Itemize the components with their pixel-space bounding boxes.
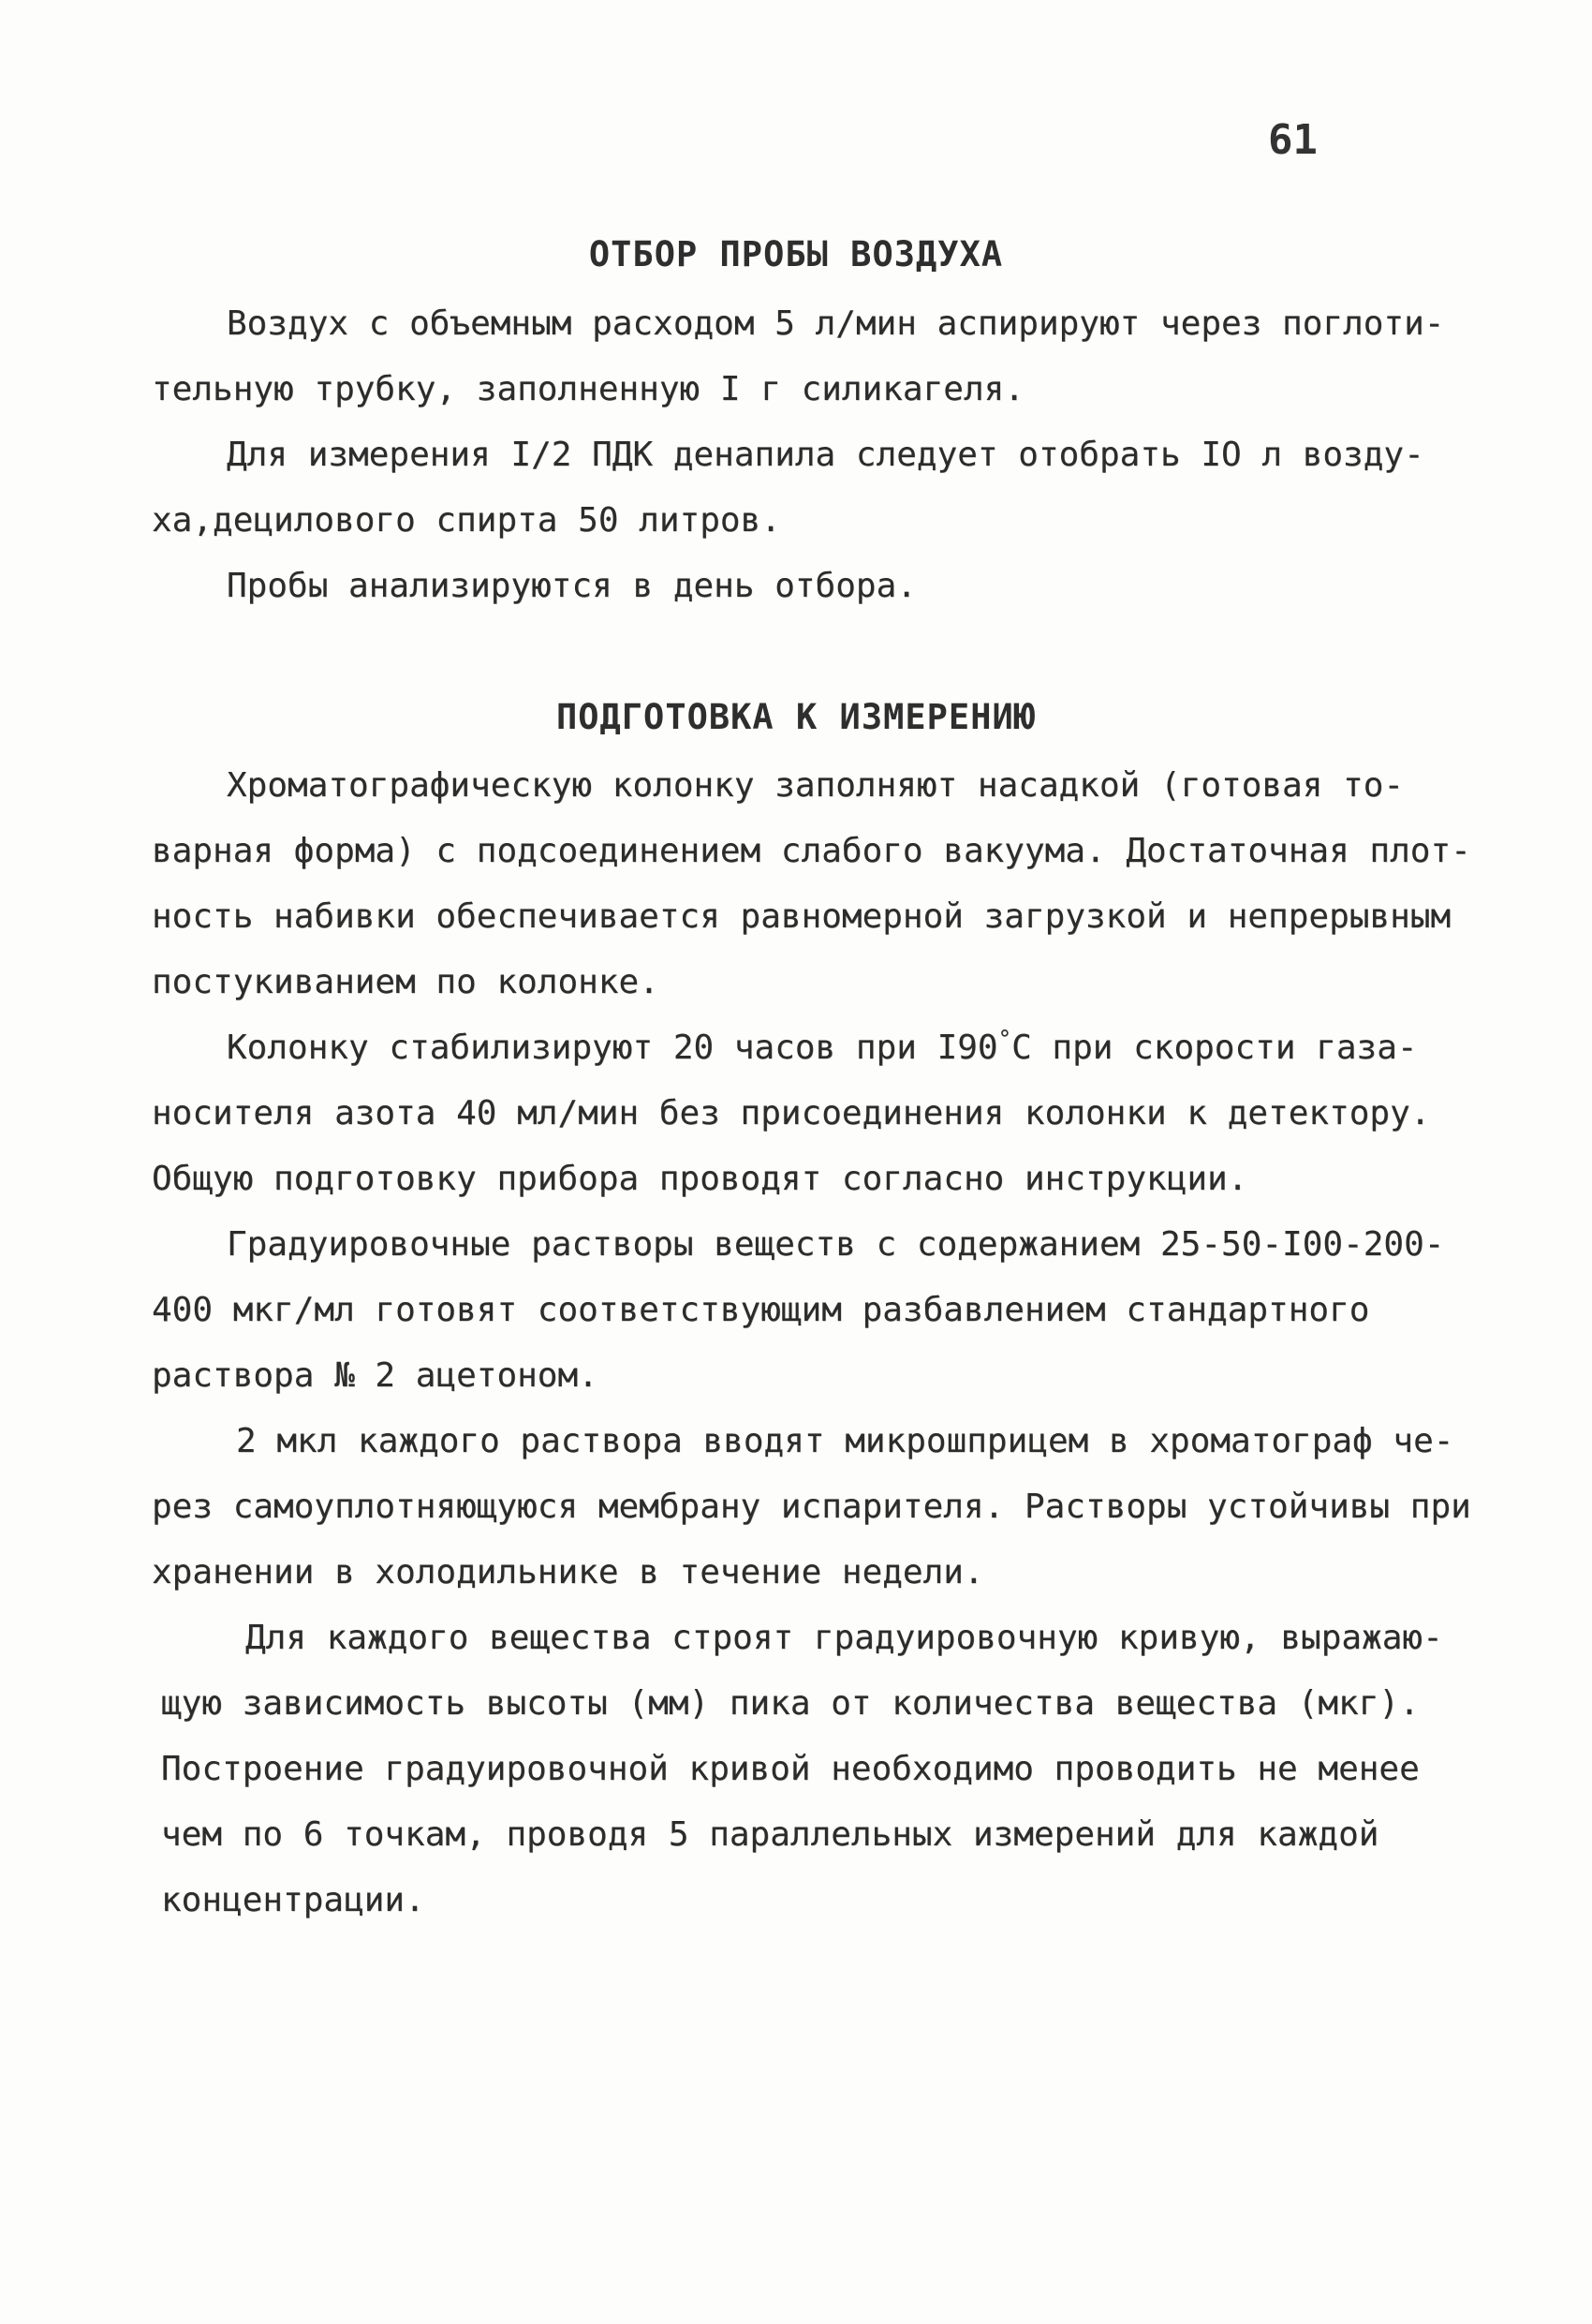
stabilization-text-end: C при скорости газа- <box>1011 1029 1418 1067</box>
paragraph-line: щую зависимость высоты (мм) пика от количества вещества (мкг). <box>161 1684 1420 1723</box>
paragraph-line: тельную трубку, заполненную I г силикагеля. <box>152 370 1024 408</box>
paragraph-line: Воздух с объемным расходом 5 л/мин аспирируют через поглоти- <box>227 304 1445 343</box>
paragraph-line: Общую подготовку прибора проводят согласно инструкции. <box>152 1160 1248 1198</box>
paragraph-line: ха,децилового спирта 50 литров. <box>152 501 781 540</box>
paragraph-line: Хроматографическую колонку заполняют насадкой (готовая то- <box>227 766 1405 805</box>
paragraph-line: 2 мкл каждого раствора вводят микрошприцем в хроматограф че- <box>236 1422 1454 1460</box>
paragraph-line: концентрации. <box>161 1881 425 1919</box>
paragraph-line: варная форма) с подсоединением слабого вакуума. Достаточная плот- <box>152 832 1471 870</box>
paragraph-line: Градуировочные растворы веществ с содержанием 25-50-I00-200- <box>227 1225 1445 1264</box>
paragraph-line: носителя азота 40 мл/мин без присоединения колонки к детектору. <box>152 1094 1431 1132</box>
paragraph-line: Пробы анализируются в день отбора. <box>227 567 917 605</box>
page-number: 61 <box>1268 116 1318 164</box>
paragraph-line: хранении в холодильнике в течение недели. <box>152 1553 984 1591</box>
paragraph-line: чем по 6 точкам, проводя 5 параллельных измерений для каждой <box>161 1815 1379 1854</box>
paragraph-line: Для каждого вещества строят градуировочную кривую, выражаю- <box>245 1619 1443 1657</box>
paragraph-line: Для измерения I/2 ПДК денапила следует отобрать IO л возду- <box>227 436 1424 474</box>
paragraph-line: 400 мкг/мл готовят соответствующим разбавлением стандартного <box>152 1291 1370 1329</box>
stabilization-text-start: Колонку стабилизируют 20 часов при I90 <box>227 1029 998 1067</box>
section-title-air-sampling: ОТБОР ПРОБЫ ВОЗДУХА <box>588 234 1004 274</box>
paragraph-line: раствора № 2 ацетоном. <box>152 1356 598 1395</box>
section-title-measurement-preparation: ПОДГОТОВКА К ИЗМЕРЕНИЮ <box>555 697 1037 737</box>
paragraph-line: Построение градуировочной кривой необходимо проводить не менее <box>161 1750 1420 1788</box>
degree-sign: ° <box>997 1026 1012 1052</box>
paragraph-line: рез самоуплотняющуюся мембрану испарителя. Растворы устойчивы при <box>152 1488 1471 1526</box>
paragraph-line: постукиванием по колонке. <box>152 963 659 1001</box>
paragraph-line: ность набивки обеспечивается равномерной загрузкой и непрерывным <box>152 897 1452 936</box>
paragraph-line-stabilization <box>227 1026 1418 1071</box>
